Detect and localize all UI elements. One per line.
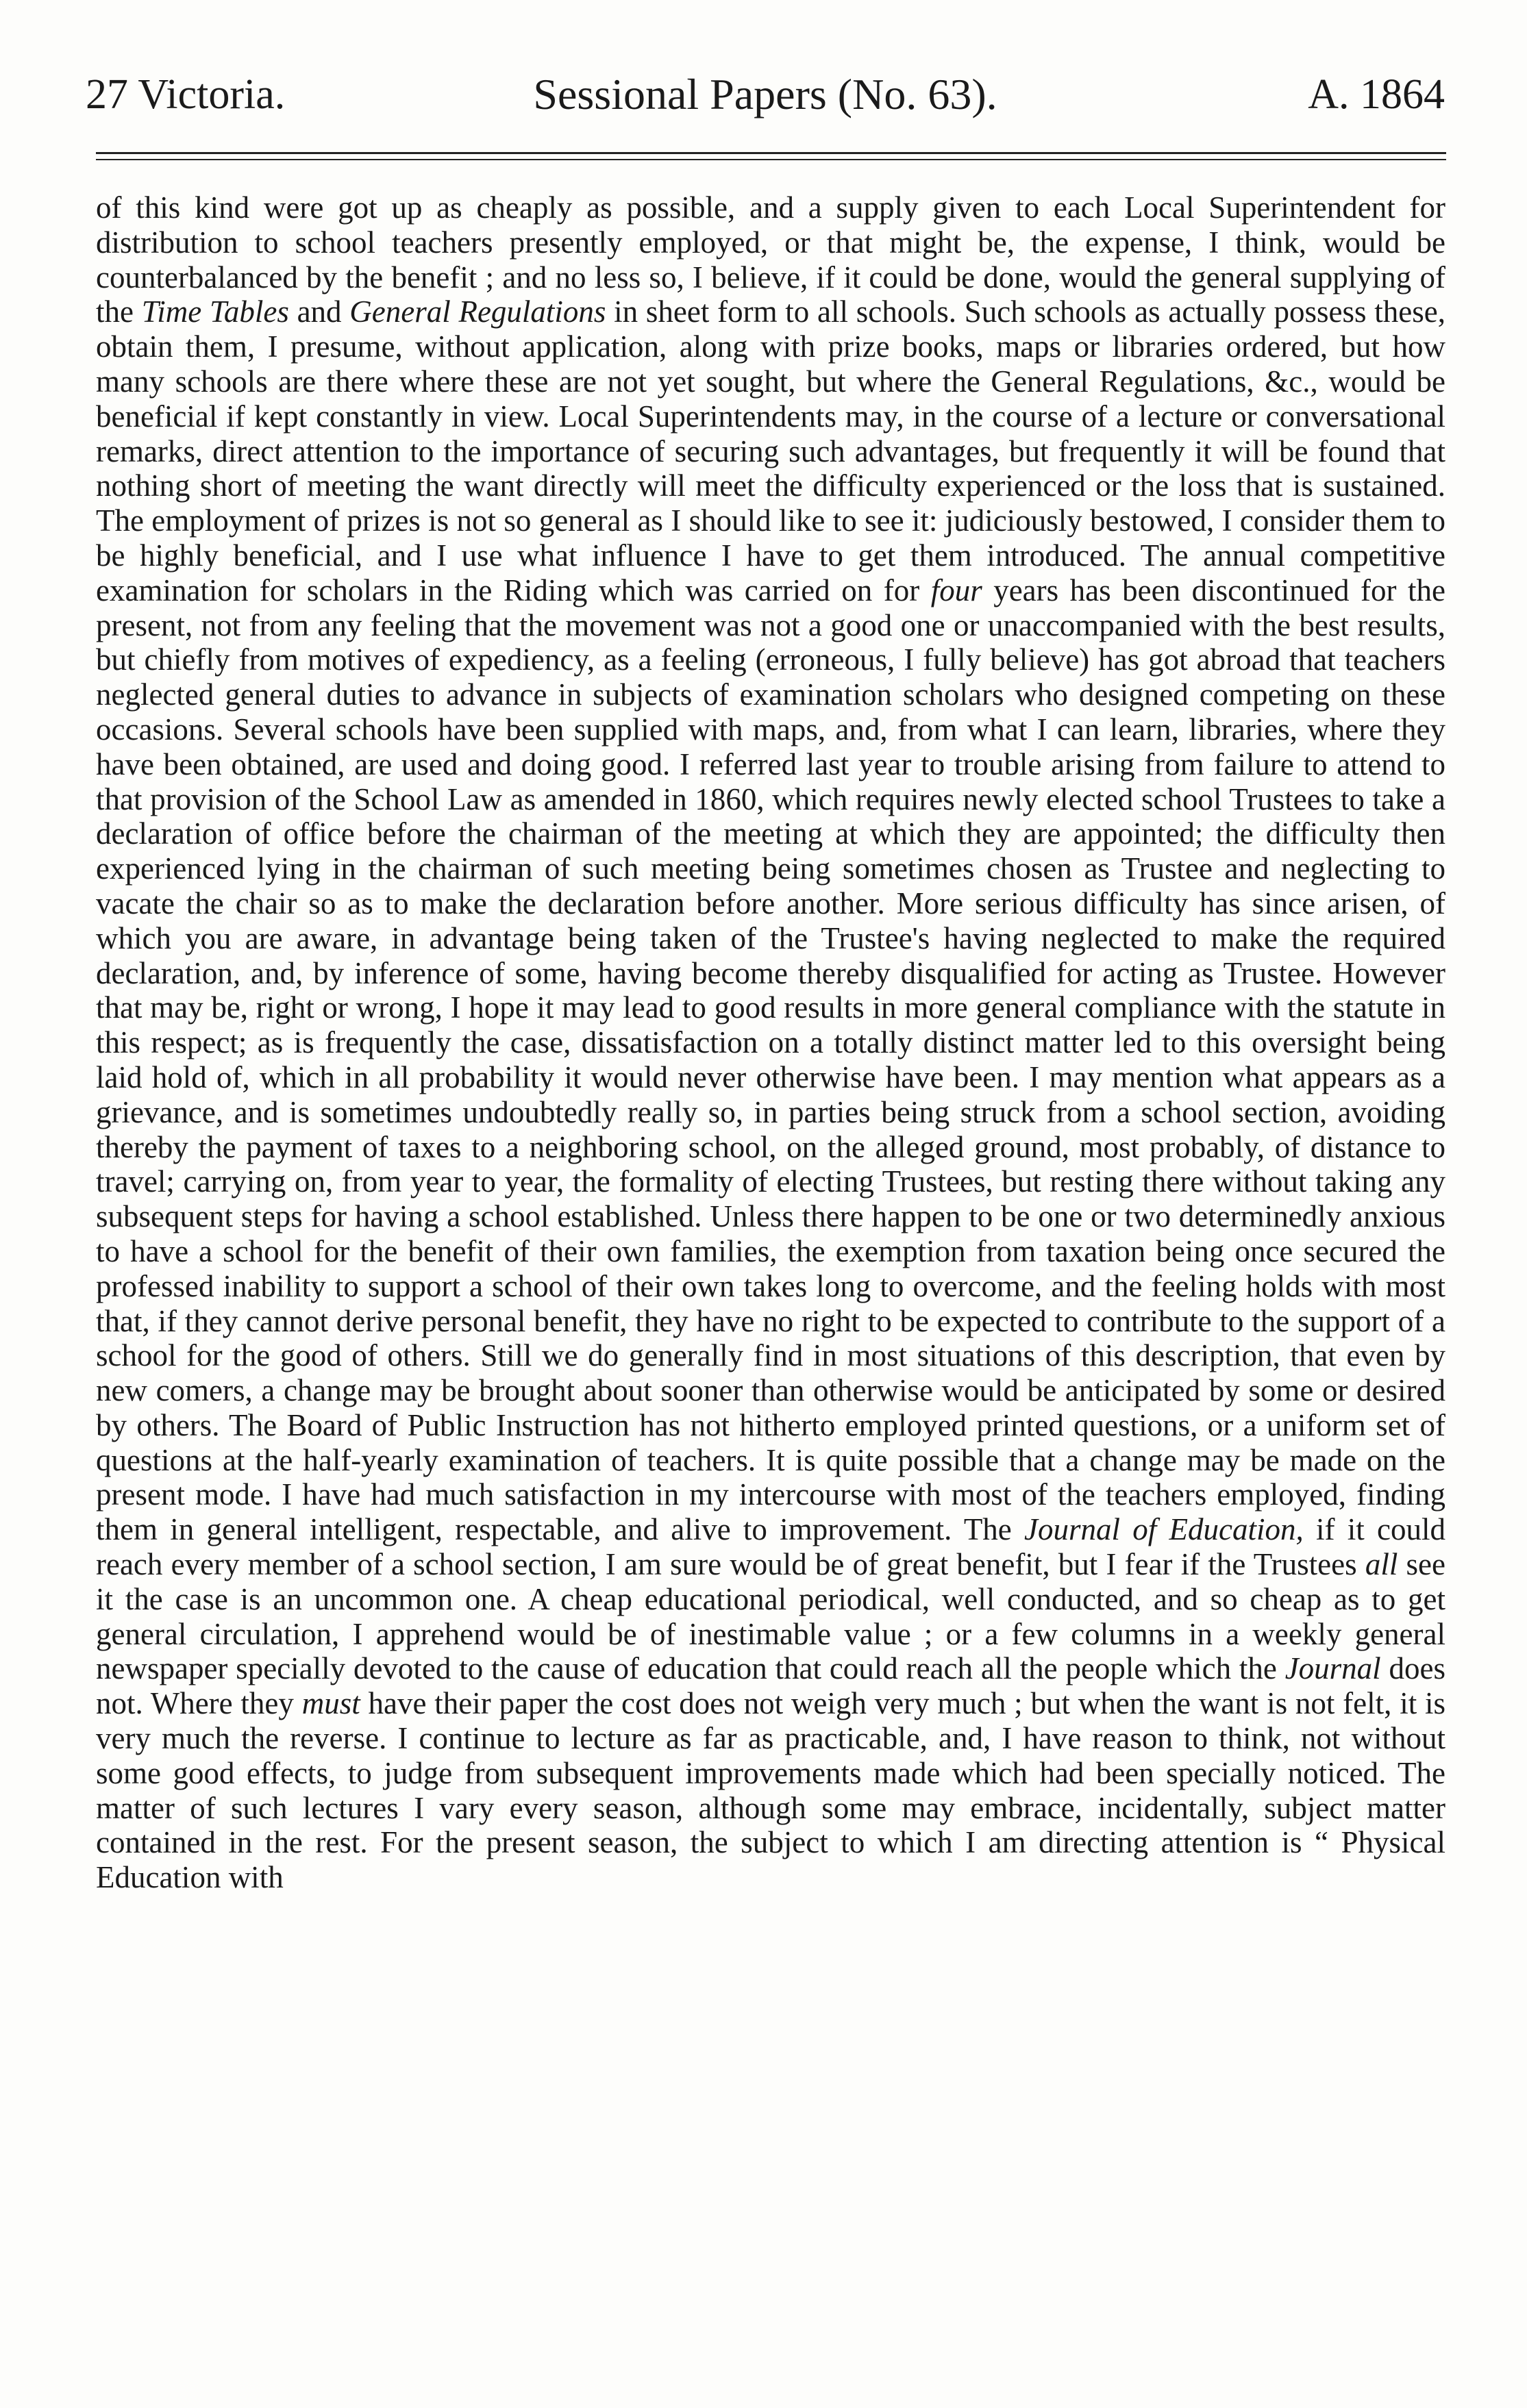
italic-general-regulations: General Regulations	[349, 294, 606, 329]
header-year: A. 1864	[1308, 71, 1445, 118]
italic-journal: Journal	[1284, 1651, 1381, 1686]
body-text-run: does not. Where they	[96, 1651, 1445, 1721]
body-paragraph	[96, 190, 1445, 1895]
body-text-run: and	[288, 294, 350, 329]
body-text-run: in sheet form to all schools. Such schools as actually possess these, obtain them, I presume, without application, along with prize books, maps or libraries ordered, but how many schools are there where these are not yet sought, but where the General Regulations, &c., would be beneficial if kept constantly in view. Local Superintendents may, in the course of a lecture or conversational remarks, direct attention to the importance of securing such advantages, but frequently it will be found that nothing short of meeting the want directly will meet the difficulty experienced or the loss that is sustained. The employment of prizes is not so general as I should like to see it: judiciously bestowed, I consider them to be highly beneficial, and I use what influence I have to get them introduced. The annual competitive examination for scholars in the Riding which was carried on for	[96, 294, 1445, 607]
italic-journal-of-education: Journal of Education,	[1024, 1512, 1304, 1547]
italic-all: all	[1365, 1547, 1398, 1582]
body-text-run: see it the case is an uncommon one. A cheap educational periodical, well conducted, and so cheap as to get general circulation, I apprehend would be of inestimable value ; or a few columns in a weekly general newspaper specially devoted to the cause of education that could reach all the people which the	[96, 1547, 1445, 1686]
header-rule-thin	[96, 159, 1446, 160]
header-rule-thick	[96, 152, 1446, 154]
running-header	[86, 60, 1445, 129]
body-text-run: years has been discontinued for the present, not from any feeling that the movement was not a good one or unaccompanied with the best results, but chiefly from motives of expediency, as a feeling (erroneous, I fully believe) has got abroad that teachers neglected general duties to advance in subjects of examination scholars who designed competing on these occasions. Several schools have been supplied with maps, and, from what I can learn, libraries, where they have been obtained, are used and doing good. I referred last year to trouble arising from failure to attend to that provision of the School Law as amended in 1860, which requires newly elected school Trustees to take a declaration of office before the chairman of the meeting at which they are appointed; the difficulty then experienced lying in the chairman of such meeting being sometimes chosen as Trustee and neglecting to vacate the chair so as to make the declaration before another. More serious difficulty has since arisen, of which you are aware, in advantage being taken of the Trustee's having neglected to make the required declaration, and, by inference of some, having become thereby disqualified for acting as Trustee. However that may be, right or wrong, I hope it may lead to good results in more general compliance with the statute in this respect; as is frequently the case, dissatisfaction on a totally distinct matter led to this oversight being laid hold of, which in all probability it would never otherwise have been. I may mention what appears as a grievance, and is sometimes undoubtedly really so, in parties being struck from a school section, avoiding thereby the payment of taxes to a neighboring school, on the alleged ground, most probably, of distance to travel; carrying on, from year to year, the formality of electing Trustees, but resting there without taking any subsequent steps for having a school established. Unless there happen to be one or two determinedly anxious to have a school for the benefit of their own families, the exemption from taxation being once secured the professed inability to support a school of their own takes long to overcome, and the feeling holds with most that, if they cannot derive personal benefit, they have no right to be expected to contribute to the support of a school for the good of others. Still we do generally find in most situations of this description, that even by new comers, a change may be brought about sooner than otherwise would be anticipated by some or desired by others. The Board of Public Instruction has not hitherto employed printed questions, or a uniform set of questions at the half-yearly examination of teachers. It is quite possible that a change may be made on the present mode. I have had much satisfaction in my intercourse with most of the teachers employed, finding them in general intelligent, respectable, and alive to improvement. The	[96, 573, 1445, 1547]
body-text-run: have their paper the cost does not weigh very much ; but when the want is not felt, it is very much the reverse. I continue to lecture as far as practicable, and, I have reason to think, not without some good effects, to judge from subsequent improvements made which had been specially noticed. The matter of such lectures I vary every season, although some may embrace, incidentally, subject matter contained in the rest. For the present season, the subject to which I am directing attention is “ Physical Education with	[96, 1686, 1446, 1895]
header-regnal-year: 27 Victoria.	[86, 71, 286, 118]
body-text-run: of this kind were got up as cheaply as possible, and a supply given to each Local Superintendent for distribution to school teachers presently employed, or that might be, the expense, I think, would be counterbalanced by the benefit ; and no less so, I believe, if it could be done, would the general supplying of the	[96, 190, 1445, 329]
italic-time-tables: Time Tables	[141, 294, 289, 329]
body-text	[96, 190, 1445, 1895]
body-text-run: if it could reach every member of a school section, I am sure would be of great benefit, but I fear if the Trustees	[96, 1512, 1445, 1582]
italic-must: must	[301, 1686, 360, 1721]
header-sessional-papers: Sessional Papers (No. 63).	[533, 70, 997, 118]
italic-four: four	[930, 573, 982, 607]
